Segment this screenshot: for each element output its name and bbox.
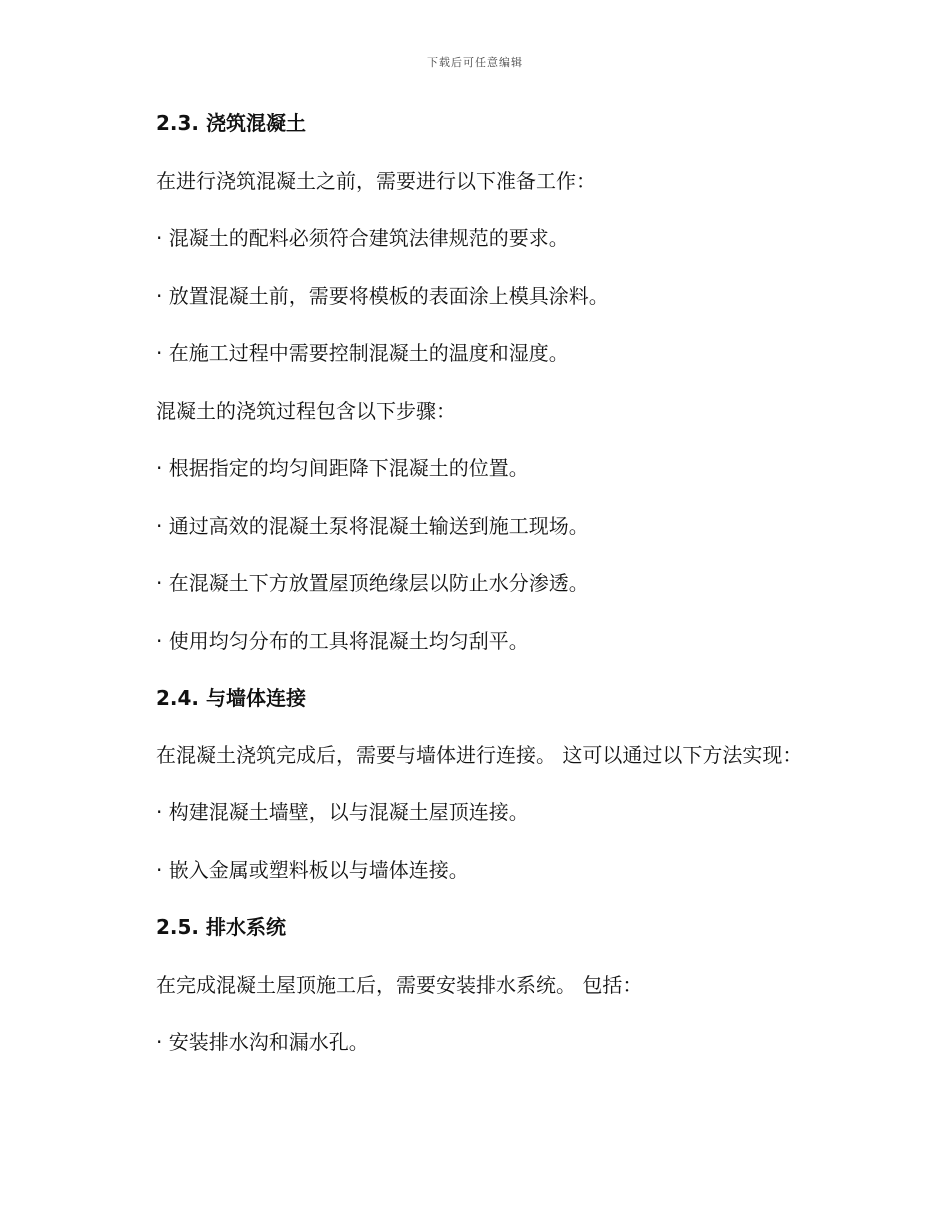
paragraph-wall-connection: 在混凝土浇筑完成后，需要与墙体进行连接。 这可以通过以下方法实现： (156, 742, 803, 767)
section-heading-2-5: 2.5. 排水系统 (156, 915, 286, 939)
section-heading-2-4: 2.4. 与墙体连接 (156, 686, 306, 710)
list-item: · 安装排水沟和漏水孔。 (156, 1030, 369, 1054)
list-item: · 根据指定的均匀间距降下混凝土的位置。 (156, 456, 529, 480)
page-header-note: 下载后可任意编辑 (427, 56, 523, 69)
document-body (114, 108, 834, 1085)
list-item: · 放置混凝土前，需要将模板的表面涂上模具涂料。 (156, 283, 609, 308)
list-item: · 使用均匀分布的工具将混凝土均匀刮平。 (156, 628, 529, 653)
list-item: · 嵌入金属或塑料板以与墙体连接。 (156, 857, 469, 882)
section-heading-2-3: 2.3. 浇筑混凝土 (156, 111, 306, 135)
list-item: · 通过高效的混凝土泵将混凝土输送到施工现场。 (156, 513, 589, 538)
paragraph-steps-intro: 混凝土的浇筑过程包含以下步骤： (156, 398, 456, 423)
paragraph-prep-intro: 在进行浇筑混凝土之前，需要进行以下准备工作： (156, 168, 596, 193)
list-item: · 在施工过程中需要控制混凝土的温度和湿度。 (156, 341, 569, 365)
list-item: · 在混凝土下方放置屋顶绝缘层以防止水分渗透。 (156, 571, 589, 595)
list-item: · 混凝土的配料必须符合建筑法律规范的要求。 (156, 226, 569, 250)
paragraph-drainage-intro: 在完成混凝土屋顶施工后，需要安装排水系统。 包括： (156, 972, 643, 997)
list-item: · 构建混凝土墙壁，以与混凝土屋顶连接。 (156, 800, 529, 824)
